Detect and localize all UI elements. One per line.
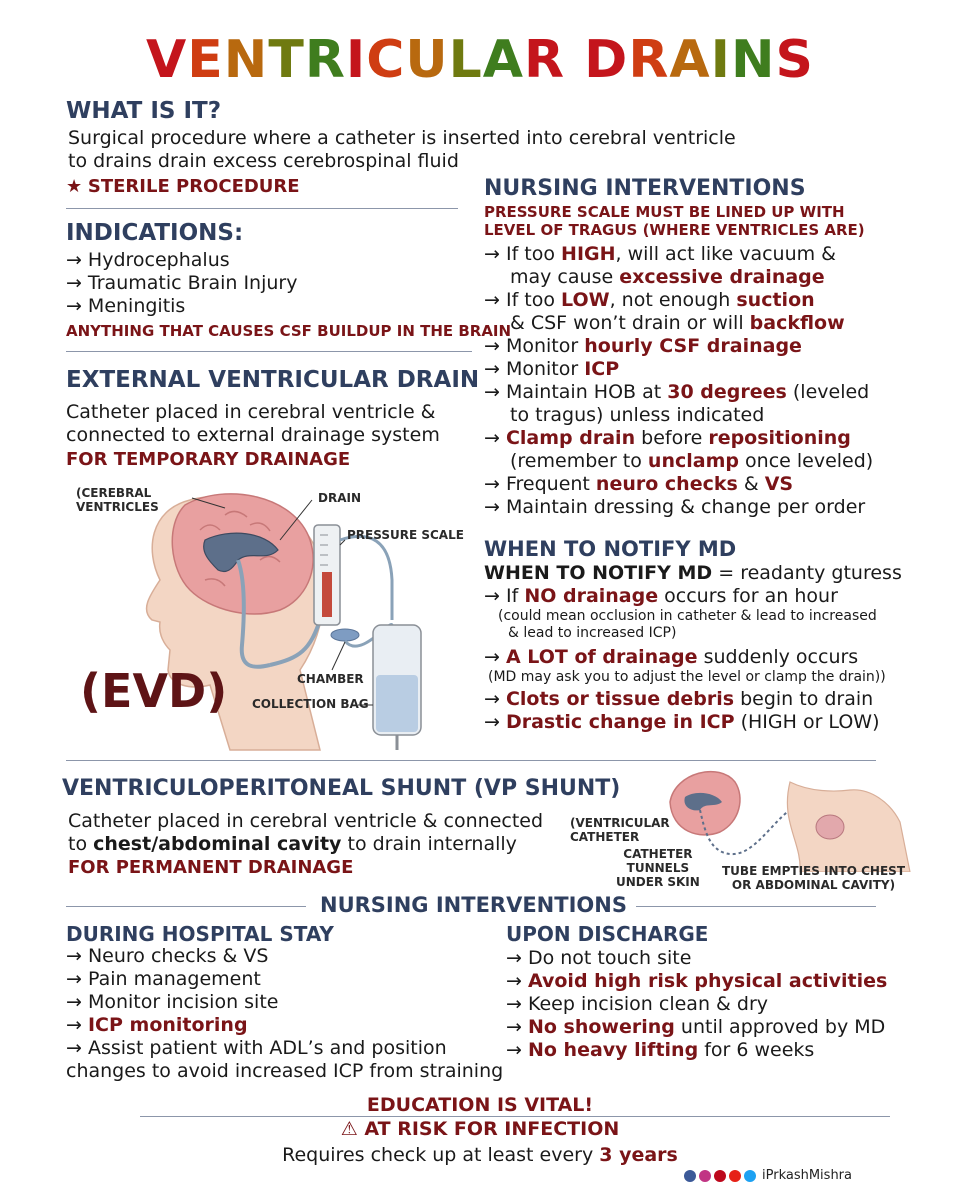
list-item: → If NO drainage occurs for an hour [484,585,838,607]
title-letter: I [710,30,731,90]
title-letter: R [524,30,566,90]
divider [66,351,472,352]
title-letter: C [366,30,406,90]
education-note: EDUCATION IS VITAL! [366,1094,594,1116]
vp-line1: Catheter placed in cerebral ventricle & connected [68,810,544,832]
list-item-note: (MD may ask you to adjust the level or clamp the drain)) [488,669,886,685]
arrow-icon: → [66,249,82,271]
nursing-heading: NURSING INTERVENTIONS [484,176,806,201]
title-letter: L [448,30,483,90]
evd-abbreviation: (EVD) [80,664,228,718]
vp-line2: to chest/abdominal cavity to drain internally [68,833,517,855]
cavity [816,815,844,839]
vp-nursing-heading: NURSING INTERVENTIONS [320,893,627,917]
list-item-note: & lead to increased ICP) [508,625,677,641]
evd-line2: connected to external drainage system [66,424,440,446]
evd-heading: EXTERNAL VENTRICULAR DRAIN [66,367,480,393]
title-letter [565,30,584,90]
list-item: → Monitor hourly CSF drainage [484,335,802,357]
list-item-cont: changes to avoid increased ICP from straining [66,1060,504,1082]
star-icon: ★ [66,176,83,197]
title-letter: R [628,30,670,90]
nursing-list [484,243,944,519]
check-note: Requires check up at least every 3 years [282,1144,678,1166]
label-empties: TUBE EMPTIES INTO CHEST OR ABDOMINAL CAVITY) [722,864,905,892]
label-tunnels: CATHETER TUNNELS UNDER SKIN [616,847,700,889]
title-letter: T [268,30,305,90]
notify-list [484,585,944,734]
discharge-list [506,947,936,1062]
list-item: → Do not touch site [506,947,692,969]
pressure-fill [322,572,332,617]
what-line1: Surgical procedure where a catheter is inserted into cerebral ventricle [68,127,736,149]
divider [140,1116,890,1117]
list-item: → Clamp drain before repositioning [484,427,851,449]
title-letter: A [669,30,711,90]
list-item: → A LOT of drainage suddenly occurs [484,646,859,668]
list-item: → No heavy lifting for 6 weeks [506,1039,815,1061]
title-letter: D [584,30,629,90]
list-item: → Monitor ICP [484,358,620,380]
list-item: → Clots or tissue debris begin to drain [484,688,874,710]
title-letter: N [223,30,269,90]
list-item: → Drastic change in ICP (HIGH or LOW) [484,711,880,733]
list-item: → Maintain HOB at 30 degrees (leveled [484,381,870,403]
nursing-note1: PRESSURE SCALE MUST BE LINED UP WITH [484,203,845,221]
instagram-icon[interactable] [699,1170,711,1182]
list-item: → Monitor incision site [66,991,279,1013]
list-item: → Frequent neuro checks & VS [484,473,794,495]
label-ventricles: (CEREBRAL VENTRICLES [76,486,159,514]
title-letter: N [731,30,776,90]
evd-temp: FOR TEMPORARY DRAINAGE [66,449,351,470]
list-item: → Maintain dressing & change per order [484,496,866,518]
what-heading: WHAT IS IT? [66,98,222,124]
label-chamber: CHAMBER [297,672,364,686]
title-letter: U [405,30,449,90]
notify-heading: WHEN TO NOTIFY MD [484,537,737,561]
title-letter: I [345,30,367,90]
title-letter: A [482,30,525,90]
list-item-cont: may cause excessive drainage [510,266,825,288]
list-item: → Avoid high risk physical activities [506,970,888,992]
list-item: → If too LOW, not enough suction [484,289,815,311]
pinterest-icon[interactable] [714,1170,726,1182]
facebook-icon[interactable] [684,1170,696,1182]
list-item: → Meningitis [66,295,186,317]
list-item: → Hydrocephalus [66,249,230,271]
label-pressure-scale: PRESSURE SCALE [347,528,464,542]
indications-note: ANYTHING THAT CAUSES CSF BUILDUP IN THE BRAIN [66,322,512,340]
indications-list [66,249,297,318]
vp-heading: VENTRICULOPERITONEAL SHUNT (VP SHUNT) [62,776,621,801]
list-item: → ICP monitoring [66,1014,248,1036]
notify-sub: WHEN TO NOTIFY MD = readanty gturess [484,562,902,584]
list-item: → No showering until approved by MD [506,1016,886,1038]
social-bar [684,1168,852,1183]
arrow-icon: → [66,272,82,294]
list-item: → Traumatic Brain Injury [66,272,298,294]
list-item: → If too HIGH, will act like vacuum & [484,243,836,265]
list-item: → Keep incision clean & dry [506,993,769,1015]
chamber [331,629,359,641]
list-item: → Neuro checks & VS [66,945,269,967]
list-item-cont: (remember to unclamp once leveled) [510,450,874,472]
discharge-heading: UPON DISCHARGE [506,922,709,946]
risk-note: ⚠ AT RISK FOR INFECTION [340,1118,620,1140]
youtube-icon[interactable] [729,1170,741,1182]
divider [636,906,876,907]
label-collection-bag: COLLECTION BAG [252,697,369,711]
list-item-cont: to tragus) unless indicated [510,404,765,426]
label-ventricular-catheter: (VENTRICULAR CATHETER [570,816,670,844]
vp-perm: FOR PERMANENT DRAINAGE [68,857,354,878]
divider [66,208,458,209]
sterile-note: ★ STERILE PROCEDURE [66,176,300,197]
title-letter: S [775,30,814,90]
hospital-list [66,945,506,1083]
torso [787,782,910,872]
arrow-icon: → [66,295,82,317]
twitter-icon[interactable] [744,1170,756,1182]
hospital-heading: DURING HOSPITAL STAY [66,922,334,946]
author-handle[interactable]: iPrkashMishra [762,1168,852,1183]
indications-heading: INDICATIONS: [66,220,244,246]
list-item: → Assist patient with ADL’s and position [66,1037,447,1059]
title-letter: V [146,30,188,90]
list-item-note: (could mean occlusion in catheter & lead to increased [498,608,877,624]
divider [66,906,306,907]
list-item: → Pain management [66,968,261,990]
label-drain: DRAIN [318,491,361,505]
page-title [0,30,960,90]
divider [66,760,876,761]
evd-line1: Catheter placed in cerebral ventricle & [66,401,436,423]
title-letter: E [187,30,224,90]
list-item-cont: & CSF won’t drain or will backflow [510,312,845,334]
nursing-note2: LEVEL OF TRAGUS (WHERE VENTRICLES ARE) [484,221,865,239]
title-letter: R [304,30,346,90]
what-line2: to drains drain excess cerebrospinal fluid [68,150,459,172]
warning-icon: ⚠ [340,1118,358,1140]
